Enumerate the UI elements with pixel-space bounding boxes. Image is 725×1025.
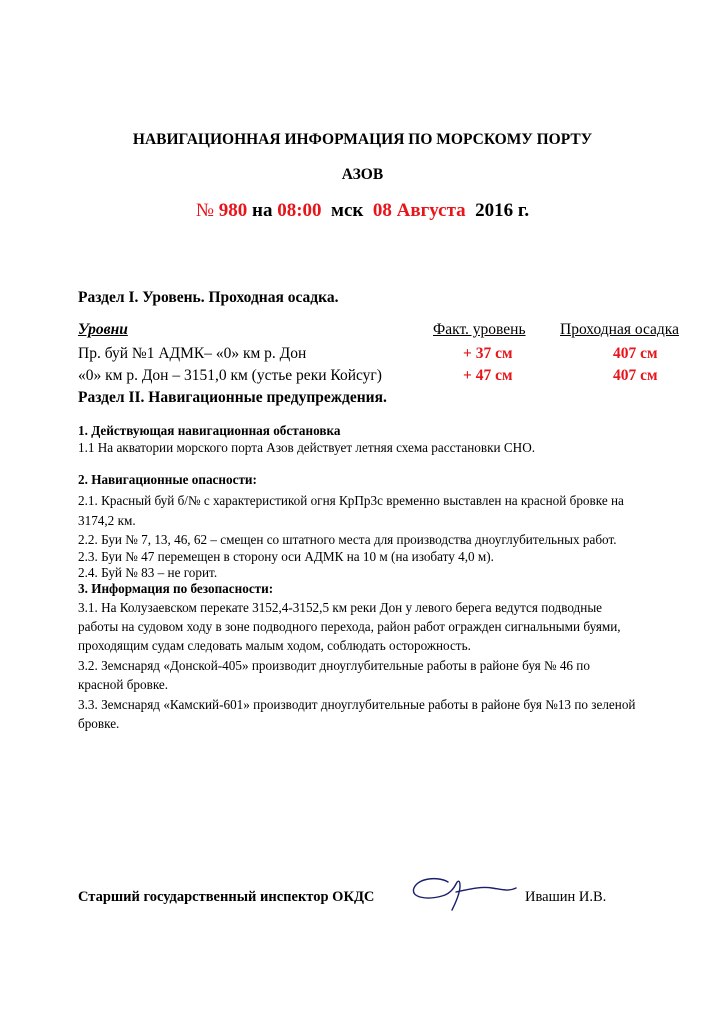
sub2-line: 2.2. Буи № 7, 13, 46, 62 – смещен со штатного места для производства дноуглубительных работ. [78,532,617,547]
port-name: АЗОВ [341,166,384,183]
level-row-1-name: Пр. буй №1 АДМК– «0» км р. Дон [78,345,307,362]
inspector-name: Ивашин И.В. [525,889,607,905]
sub1-title: 1. Действующая навигационная обстановка [78,423,341,438]
draft-column-header: Проходная осадка [560,321,679,338]
sub3-line: 3.1. На Колузаевском перекате 3152,4-3152,5 км реки Дон у левого берега ведутся подводные [78,600,603,615]
level-row-1-level: + 37 см [463,345,513,362]
level-row-2-level: + 47 см [463,367,513,384]
sub2-line: 2.1. Красный буй б/№ с характеристикой огня КрПр3с временно выставлен на красной бровке на [78,493,624,508]
bulletin-year: 2016 г. [475,200,530,221]
document-title: НАВИГАЦИОННАЯ ИНФОРМАЦИЯ ПО МОРСКОМУ ПОРТУ [132,131,593,148]
sub3-title: 3. Информация по безопасности: [78,581,274,596]
sub3-line: 3.3. Земснаряд «Камский-601» производит дноуглубительные работы в районе буя №13 по зеленой [78,697,636,712]
section2-heading: Раздел II. Навигационные предупреждения. [78,389,387,406]
sub3-line: красной бровке. [78,677,169,692]
levels-column-header: Уровни [78,321,128,338]
level-row-2-name: «0» км р. Дон – 3151,0 км (устье реки Койсуг) [78,367,382,384]
sub2-line: 2.3. Буи № 47 перемещен в сторону оси АДМК на 10 м (на изобату 4,0 м). [78,549,494,564]
bulletin-date: 08 Августа [372,200,466,221]
sub3-line: бровке. [78,716,120,731]
bulletin-number-line [0,200,725,222]
level-row-1-draft: 407 см [613,345,658,362]
at-word: на [252,200,273,221]
bulletin-number: 980 [218,200,248,221]
number-sign: № [195,200,214,221]
timezone: мск [331,200,364,221]
bulletin-time: 08:00 [277,200,322,221]
fact-level-column-header: Факт. уровень [433,321,526,338]
sub2-title: 2. Навигационные опасности: [78,472,257,487]
sub2-line: 2.4. Буй № 83 – не горит. [78,565,218,580]
sub1-item: 1.1 На акватории морского порта Азов действует летняя схема расстановки СНО. [78,440,536,455]
section1-heading: Раздел I. Уровень. Проходная осадка. [78,289,339,306]
sub3-line: проходящим судам следовать малым ходом, соблюдать осторожность. [78,638,471,653]
inspector-position: Старший государственный инспектор ОКДС [78,889,375,905]
level-row-2-draft: 407 см [613,367,658,384]
sub2-line: 3174,2 км. [78,513,136,528]
sub3-line: работы на судовом ходу в зоне подводного перехода, район работ огражден сигнальными буями, [78,619,621,634]
sub3-line: 3.2. Земснаряд «Донской-405» производит дноуглубительные работы в районе буя № 46 по [78,658,590,673]
handwritten-signature [410,872,520,912]
